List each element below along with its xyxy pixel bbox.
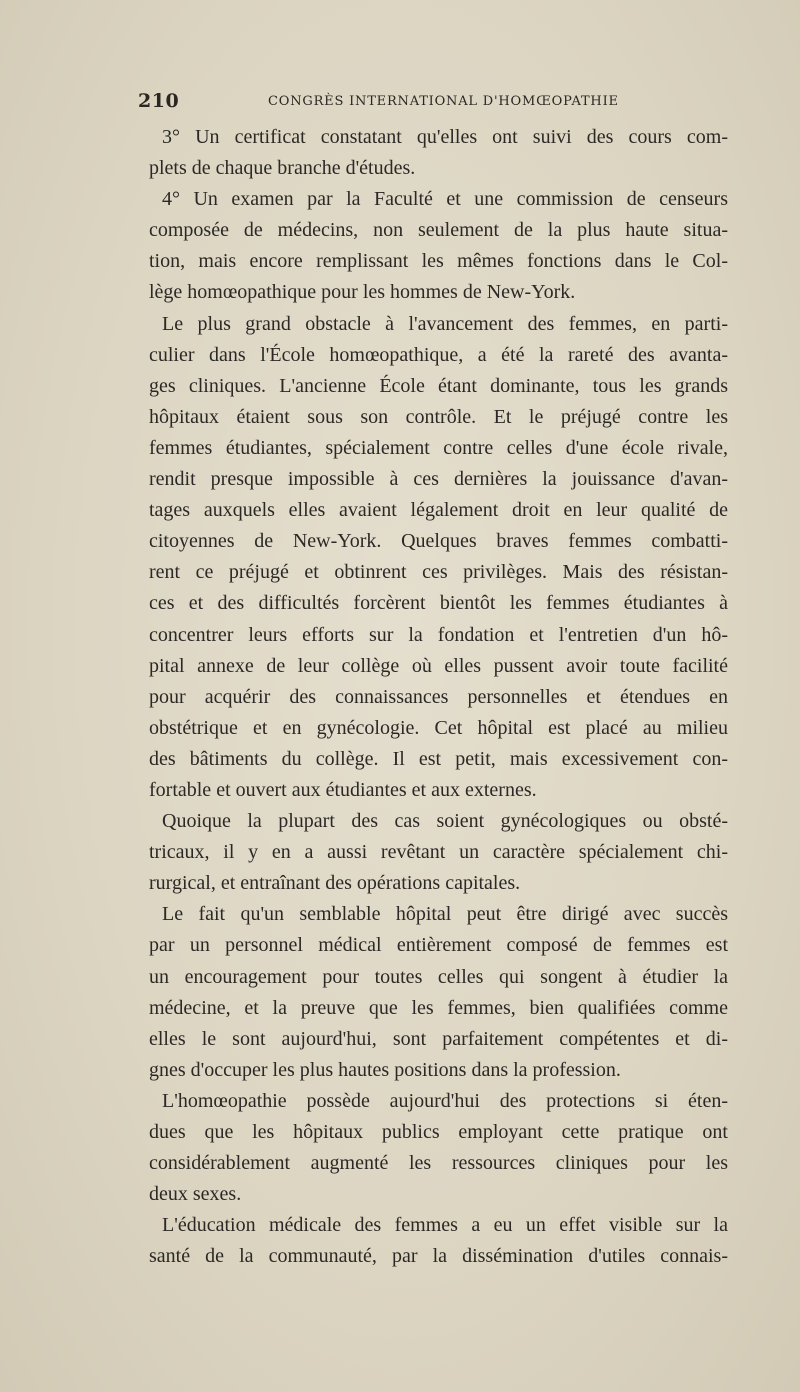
text-line: L'éducation médicale des femmes a eu un effet visible sur la <box>162 1214 728 1237</box>
text-line: pital annexe de leur collège où elles pussent avoir toute facilité <box>149 654 728 677</box>
running-head: CONGRÈS INTERNATIONAL D'HOMŒOPATHIE <box>268 94 619 109</box>
text-line: rurgical, et entraînant des opérations capitales. <box>149 872 521 895</box>
text-line: citoyennes de New-York. Quelques braves femmes combatti- <box>149 530 728 553</box>
text-line: par un personnel médical entièrement composé de femmes est <box>149 934 728 957</box>
text-line: hôpitaux étaient sous son contrôle. Et le préjugé contre les <box>149 405 728 428</box>
text-line: rendit presque impossible à ces dernières la jouissance d'avan- <box>149 468 728 491</box>
paragraph <box>136 184 728 308</box>
text-line: composée de médecins, non seulement de la plus haute situa- <box>149 219 728 242</box>
text-line: deux sexes. <box>149 1183 242 1206</box>
text-line: considérablement augmenté les ressources cliniques pour les <box>149 1152 728 1175</box>
text-line: tages auxquels elles avaient légalement droit en leur qualité de <box>149 499 728 522</box>
paragraph <box>136 806 728 899</box>
text-line: fortable et ouvert aux étudiantes et aux externes. <box>149 778 537 801</box>
text-line: Quoique la plupart des cas soient gynécologiques ou obsté- <box>162 810 728 833</box>
text-line: concentrer leurs efforts sur la fondation et l'entretien d'un hô- <box>149 623 728 646</box>
text-line: elles le sont aujourd'hui, sont parfaitement compétentes et di- <box>149 1027 728 1050</box>
text-line: Le plus grand obstacle à l'avancement des femmes, en parti- <box>162 312 728 335</box>
text-line: rent ce préjugé et obtinrent ces privilèges. Mais des résistan- <box>149 561 728 584</box>
text-line: pour acquérir des connaissances personnelles et étendues en <box>149 685 728 708</box>
paragraph <box>136 122 728 184</box>
page-header <box>138 88 758 118</box>
text-line: Le fait qu'un semblable hôpital peut être dirigé avec succès <box>162 903 728 926</box>
text-line: tion, mais encore remplissant les mêmes fonctions dans le Col- <box>149 250 728 273</box>
text-line: culier dans l'École homœopathique, a été la rareté des avanta- <box>149 343 728 366</box>
text-line: femmes étudiantes, spécialement contre celles d'une école rivale, <box>149 436 728 459</box>
paragraph <box>136 309 728 807</box>
text-line: un encouragement pour toutes celles qui songent à étudier la <box>149 965 728 988</box>
text-line: tricaux, il y en a aussi revêtant un caractère spécialement chi- <box>149 841 728 864</box>
text-line: obstétrique et en gynécologie. Cet hôpital est placé au milieu <box>149 716 728 739</box>
page-number: 210 <box>138 90 180 112</box>
text-line: gnes d'occuper les plus hautes positions dans la profession. <box>149 1058 621 1081</box>
paragraph <box>136 1210 728 1272</box>
text-line: ces et des difficultés forcèrent bientôt les femmes étudiantes à <box>149 592 728 615</box>
text-line: médecine, et la preuve que les femmes, bien qualifiées comme <box>149 996 728 1019</box>
text-line: ges cliniques. L'ancienne École étant dominante, tous les grands <box>149 374 728 397</box>
body-text <box>136 122 728 1272</box>
text-line: 3° Un certificat constatant qu'elles ont suivi des cours com- <box>162 126 728 148</box>
text-line: plets de chaque branche d'études. <box>149 157 416 180</box>
paragraph <box>136 899 728 1086</box>
text-line: L'homœopathie possède aujourd'hui des protections si éten- <box>162 1089 728 1112</box>
text-line: dues que les hôpitaux publics employant cette pratique ont <box>149 1121 728 1143</box>
text-line: 4° Un examen par la Faculté et une commission de censeurs <box>162 188 728 211</box>
text-line: lège homœopathique pour les hommes de New-York. <box>149 281 576 304</box>
text-line: santé de la communauté, par la dissémination d'utiles connais- <box>149 1245 728 1268</box>
text-line: des bâtiments du collège. Il est petit, mais excessivement con- <box>149 747 728 770</box>
paragraph <box>136 1086 728 1210</box>
